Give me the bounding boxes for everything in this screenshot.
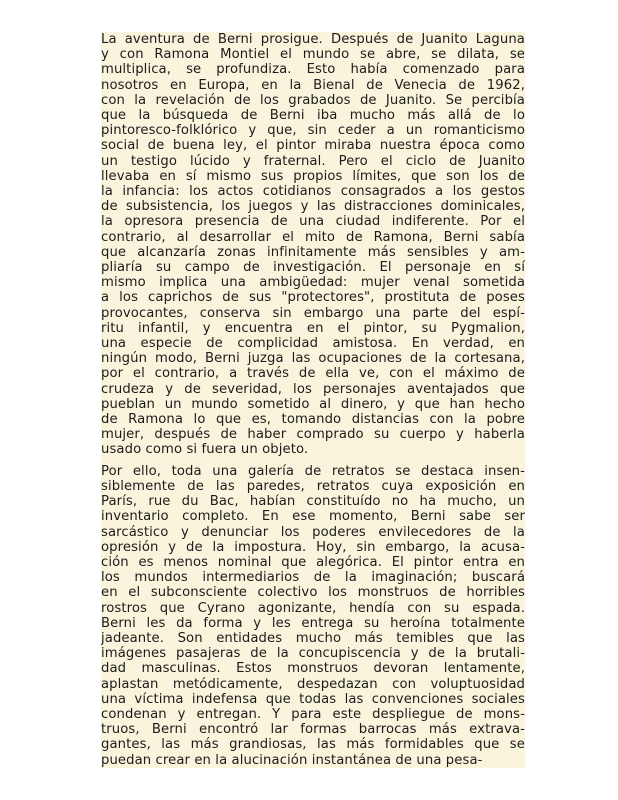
text-line: París, rue du Bac, habían constituído no ha mucho, un	[101, 494, 525, 510]
text-line: siblemente de las paredes, retratos cuya exposición en	[101, 478, 525, 494]
text-line: una víctima indefensa que todas las convenciones sociales	[101, 691, 525, 707]
text-line: puedan crear en la alucinación instantánea de una pesa-	[101, 752, 483, 768]
text-line: mujer, después de haber comprado su cuerpo y haberla	[101, 427, 525, 443]
text-line: pueblan un mundo sometido al dinero, y que han hecho	[101, 396, 525, 412]
document-text-block	[101, 32, 525, 768]
text-line: ningún modo, Berni juzga las ocupaciones de la cortesana,	[101, 351, 525, 367]
text-line: los mundos intermediarios de la imaginación; buscará	[101, 570, 525, 586]
text-line: inventario completo. En ese momento, Berni sabe ser	[101, 509, 525, 525]
paragraph-1	[101, 32, 525, 458]
text-line: jadeante. Son entidades mucho más temibles que las	[101, 630, 525, 646]
text-line: la opresora presencia de una ciudad indiferente. Por el	[101, 214, 525, 230]
text-line: nosotros en Europa, en la Bienal de Venecia de 1962,	[101, 77, 525, 93]
text-line: llevaba en sí mismo sus propios límites, que son los de	[101, 168, 525, 184]
text-line: de subsistencia, los juegos y las distracciones dominicales,	[101, 199, 525, 215]
text-line: imágenes pasajeras de la concupiscencia y de la brutali-	[101, 646, 525, 662]
text-line: la infancia: los actos cotidianos consagrados a los gestos	[101, 184, 525, 200]
text-line: gantes, las más grandiosas, las más formidables que se	[101, 737, 525, 753]
paragraph-2	[101, 464, 525, 768]
text-line: sarcástico y denunciar los poderes envilecedores de la	[101, 524, 525, 540]
text-line: provocantes, conserva sin embargo una parte del espí-	[101, 305, 525, 321]
text-line: Berni les da forma y les entrega su heroína totalmente	[101, 615, 525, 631]
text-line: La aventura de Berni prosigue. Después de Juanito Laguna	[101, 32, 525, 47]
text-line: que alcanzaría zonas infinitamente más sensibles y am-	[101, 244, 525, 260]
text-line: a los caprichos de sus "protectores", prostituta de poses	[101, 290, 525, 306]
text-line: en el subconsciente colectivo los monstruos de horribles	[101, 585, 525, 601]
text-line: de Ramona lo que es, tomando distancias con la pobre	[101, 412, 525, 428]
text-line: truos, Berni encontró lar formas barrocas más extrava-	[101, 722, 525, 738]
text-line: social de buena ley, el pintor miraba nuestra época como	[101, 138, 525, 154]
text-line: usado como si fuera un objeto.	[101, 442, 309, 458]
text-line: con la revelación de los grabados de Juanito. Se percibía	[101, 92, 525, 108]
text-line: multiplica, se profundiza. Esto había comenzado para	[101, 62, 525, 78]
text-line: crudeza y de severidad, los personajes aventajados que	[101, 381, 525, 397]
text-line: rostros que Cyrano agonizante, hendía con su espada.	[101, 600, 525, 616]
text-line: mismo implica una ambigüedad: mujer venal sometida	[101, 275, 525, 291]
text-line: y con Ramona Montiel el mundo se abre, se dilata, se	[101, 47, 525, 63]
text-line: un testigo lúcido y fraternal. Pero el ciclo de Juanito	[101, 153, 525, 169]
text-line: Por ello, toda una galería de retratos se destaca insen-	[101, 463, 525, 479]
text-line: por el contrario, a través de ella ve, con el máximo de	[101, 366, 525, 382]
text-line: que la búsqueda de Berni iba mucho más allá de lo	[101, 108, 525, 124]
text-line: opresión y de la impostura. Hoy, sin embargo, la acusa-	[101, 539, 525, 555]
text-line: ritu infantil, y encuentra en el pintor, su Pygmalion,	[101, 320, 525, 336]
text-line: ción es menos nominal que alegórica. El pintor entra en	[101, 554, 525, 570]
text-line: dad masculinas. Estos monstruos devoran lentamente,	[101, 661, 525, 677]
text-line: una especie de complicidad amistosa. En verdad, en	[101, 336, 525, 352]
text-line: aplastan metódicamente, despedazan con voluptuosidad	[101, 676, 525, 692]
text-line: contrario, al desarrollar el mito de Ramona, Berni sabía	[101, 229, 525, 245]
text-line: condenan y entregan. Y para este despliegue de mons-	[101, 706, 525, 722]
text-line: pliaría su campo de investigación. El personaje en sí	[101, 260, 525, 276]
text-line: pintoresco-folklórico y que, sin ceder a un romanticismo	[101, 123, 525, 139]
